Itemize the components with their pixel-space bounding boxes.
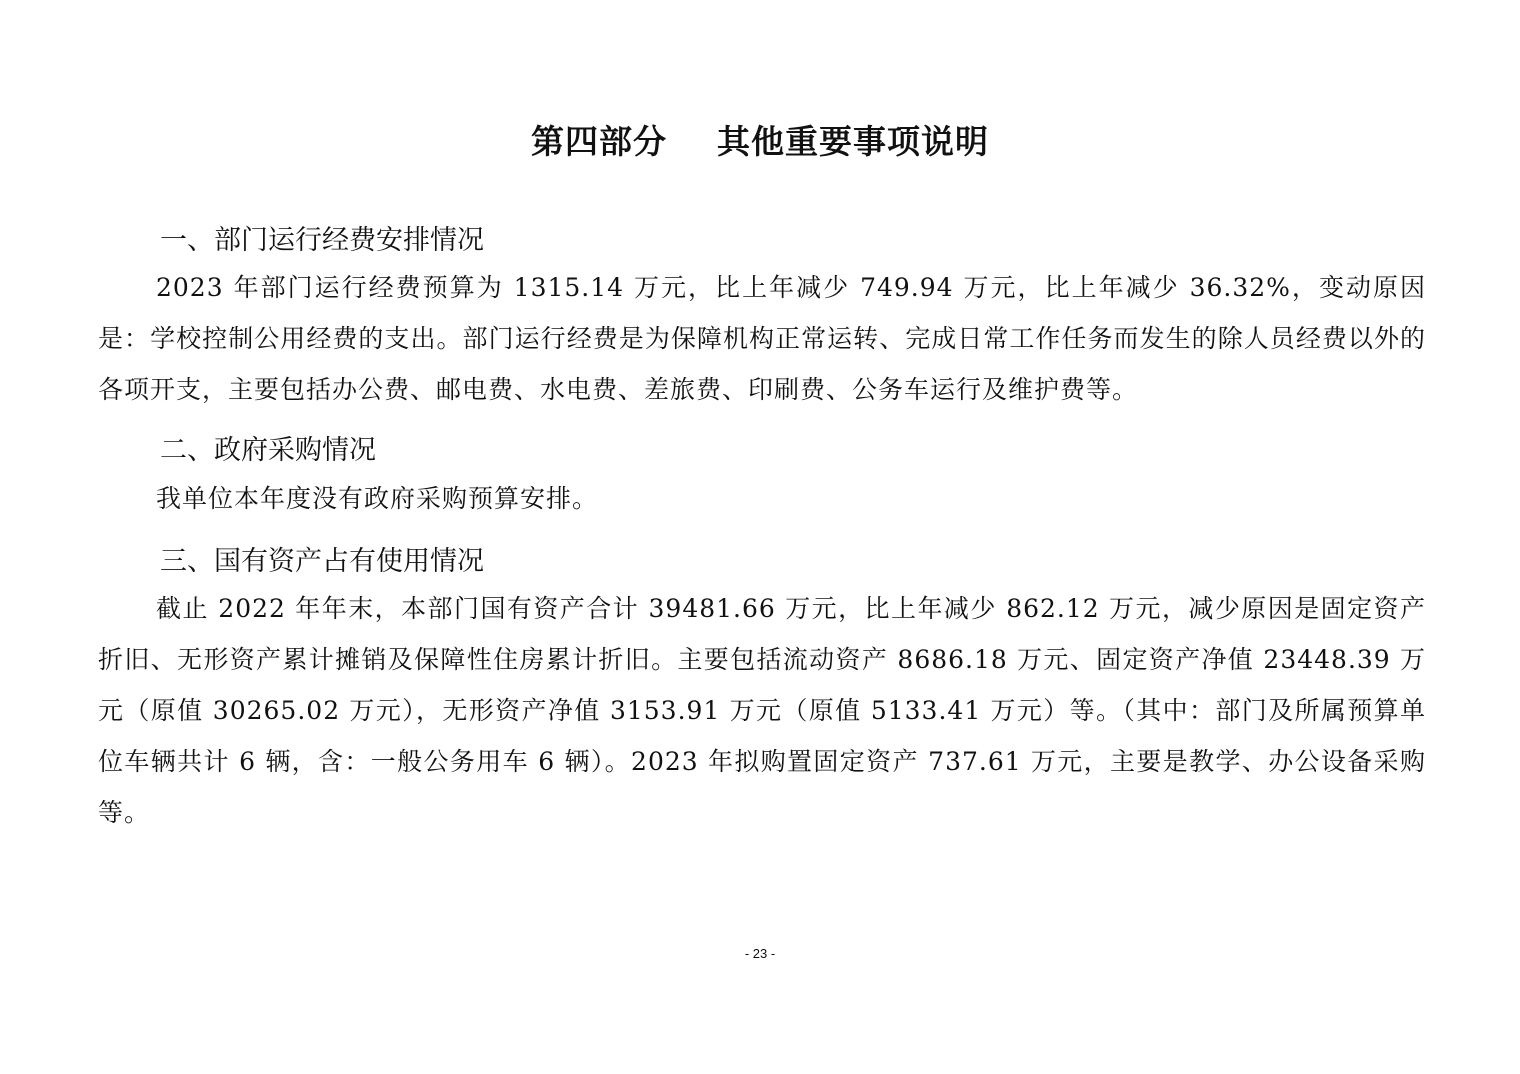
section-heading-state-assets: 三、国有资产占有使用情况: [160, 546, 484, 577]
section-paragraph-procurement: 我单位本年度没有政府采购预算安排。: [156, 484, 599, 513]
section-heading-operating-funds: 一、部门运行经费安排情况: [160, 225, 484, 256]
section-paragraph-operating-funds: 2023 年部门运行经费预算为 1315.14 万元，比上年减少 749.94 万元，比上年减少 36.32%，变动原因是：学校控制公用经费的支出。部门运行经费是为保障机构正常运转、完成日常工作任务而发生的除人员经费以外的各项开支，主要包括办公费、邮电费、水电费、差旅费、印刷费、公务车运行及维护费等。: [98, 273, 1426, 404]
page-number: - 23 -: [744, 946, 776, 961]
section-paragraph-state-assets: 截止 2022 年年末，本部门国有资产合计 39481.66 万元，比上年减少 862.12 万元，减少原因是固定资产折旧、无形资产累计摊销及保障性住房累计折旧。主要包括流动资产 8686.18 万元、固定资产净值 23448.39 万元（原值 30265.02 万元），无形资产净值 3153.91 万元（原值 5133.41 万元）等。（其中：部门及所属预算单位车辆共计 6 辆，含：一般公务用车 6 辆）。2023 年拟购置固定资产 737.61 万元，主要是教学、办公设备采购等。: [98, 594, 1426, 827]
page-title: 第四部分 其他重要事项说明: [531, 122, 989, 161]
section-heading-procurement: 二、政府采购情况: [160, 435, 376, 466]
